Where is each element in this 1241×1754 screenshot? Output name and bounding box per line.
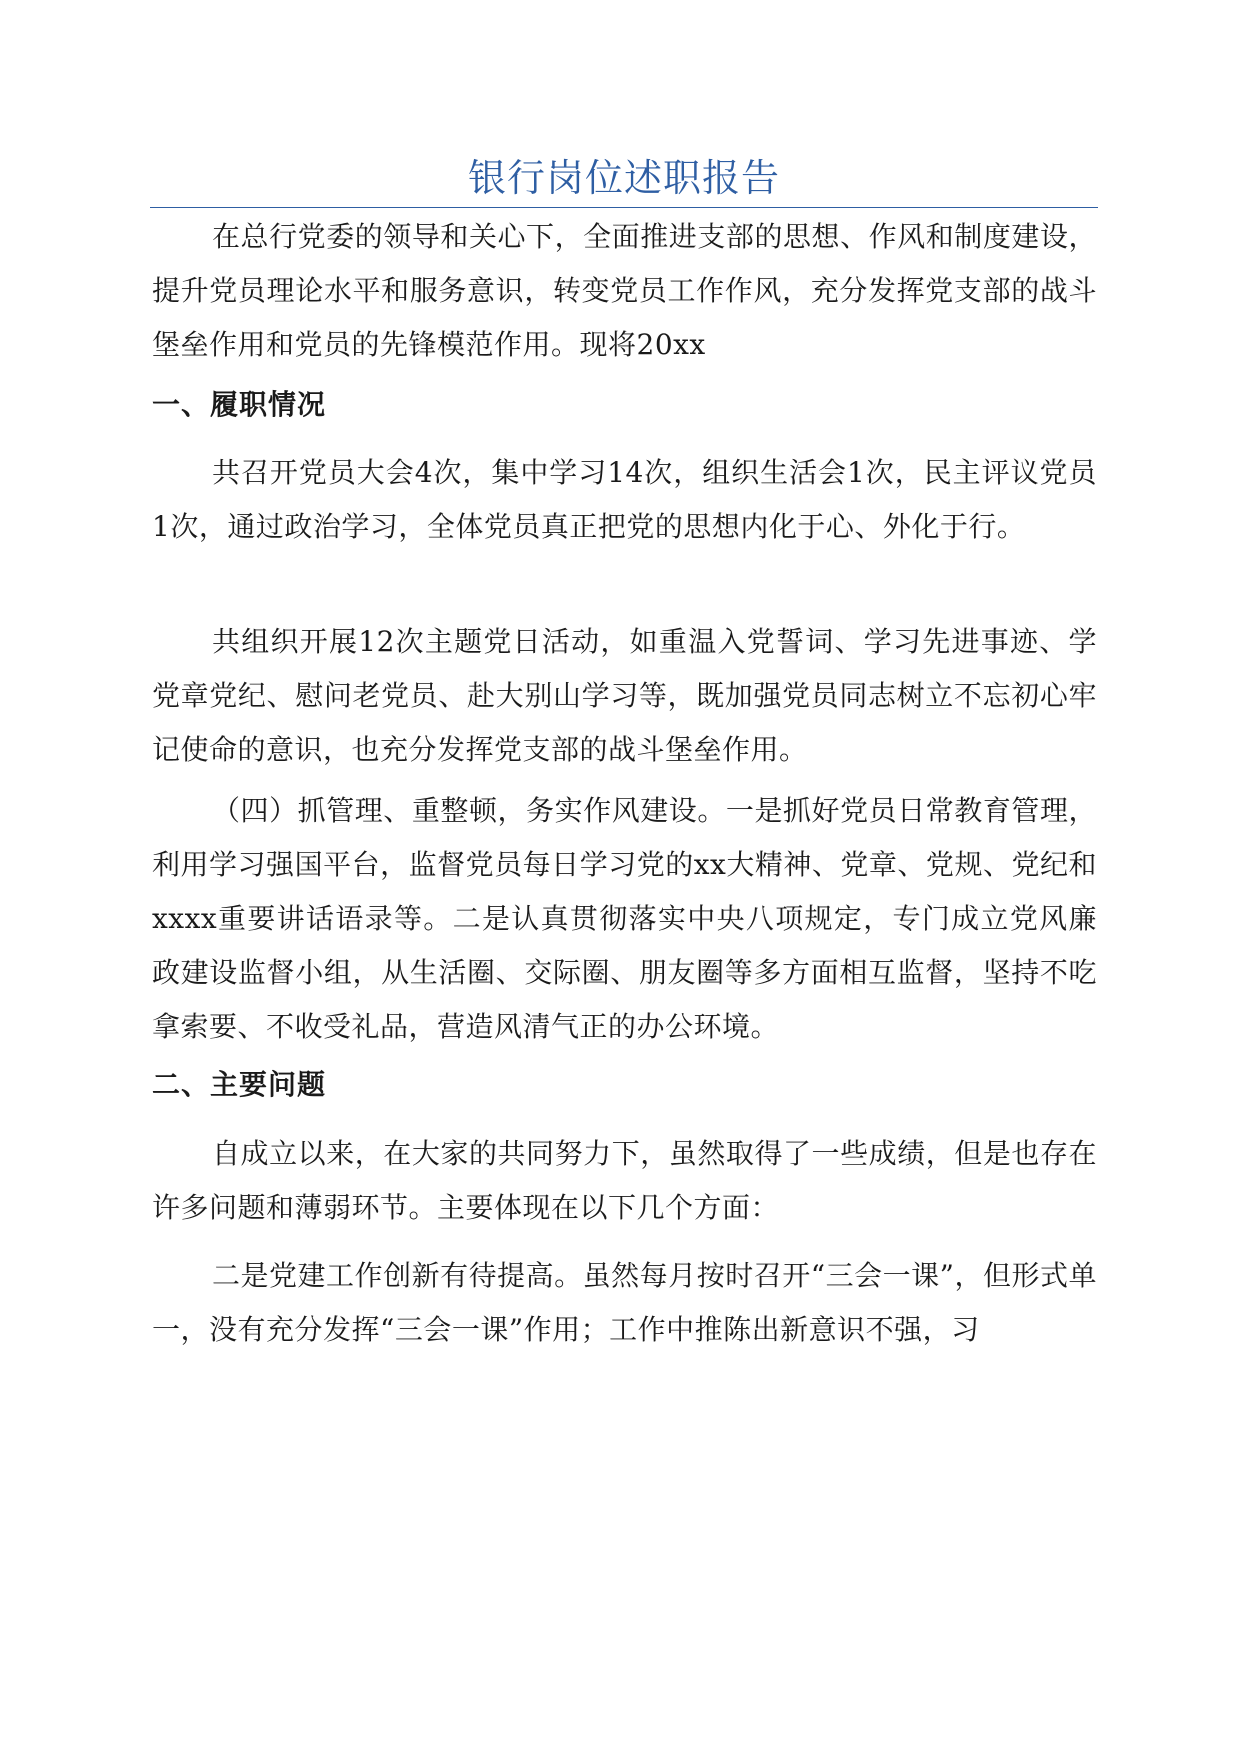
- intro-paragraph: 在总行党委的领导和关心下，全面推进支部的思想、作风和制度建设，提升党员理论水平和服务意识，转变党员工作作风，充分发挥党支部的战斗堡垒作用和党员的先锋模范作用。现将20xx: [152, 220, 1097, 361]
- section-heading-performance: 一、履职情况: [152, 388, 327, 421]
- paragraph-management: （四）抓管理、重整顿，务实作风建设。一是抓好党员日常教育管理，利用学习强国平台，监督党员每日学习党的xx大精神、党章、党规、党纪和xxxx重要讲话语录等。二是认真贯彻落实中央八项规定，专门成立党风廉政建设监督小组，从生活圈、交际圈、朋友圈等多方面相互监督，坚持不吃拿索要、不收受礼品，营造风清气正的办公环境。: [152, 794, 1097, 1043]
- section-heading-problems: 二、主要问题: [152, 1068, 327, 1101]
- title-underline: [150, 207, 1098, 208]
- paragraph-problems-intro: 自成立以来，在大家的共同努力下，虽然取得了一些成绩，但是也存在许多问题和薄弱环节。主要体现在以下几个方面：: [152, 1137, 1097, 1224]
- document-title: 银行岗位述职报告: [467, 156, 780, 200]
- paragraph-theme-activities: 共组织开展12次主题党日活动，如重温入党誓词、学习先进事迹、学党章党纪、慰问老党员、赴大别山学习等，既加强党员同志树立不忘初心牢记使命的意识，也充分发挥党支部的战斗堡垒作用。: [152, 625, 1097, 766]
- paragraph-innovation: 二是党建工作创新有待提高。虽然每月按时召开“三会一课”，但形式单一，没有充分发挥“三会一课”作用；工作中推陈出新意识不强，习: [152, 1259, 1097, 1346]
- paragraph-meetings: 共召开党员大会4次，集中学习14次，组织生活会1次，民主评议党员1次，通过政治学习，全体党员真正把党的思想内化于心、外化于行。: [152, 456, 1097, 543]
